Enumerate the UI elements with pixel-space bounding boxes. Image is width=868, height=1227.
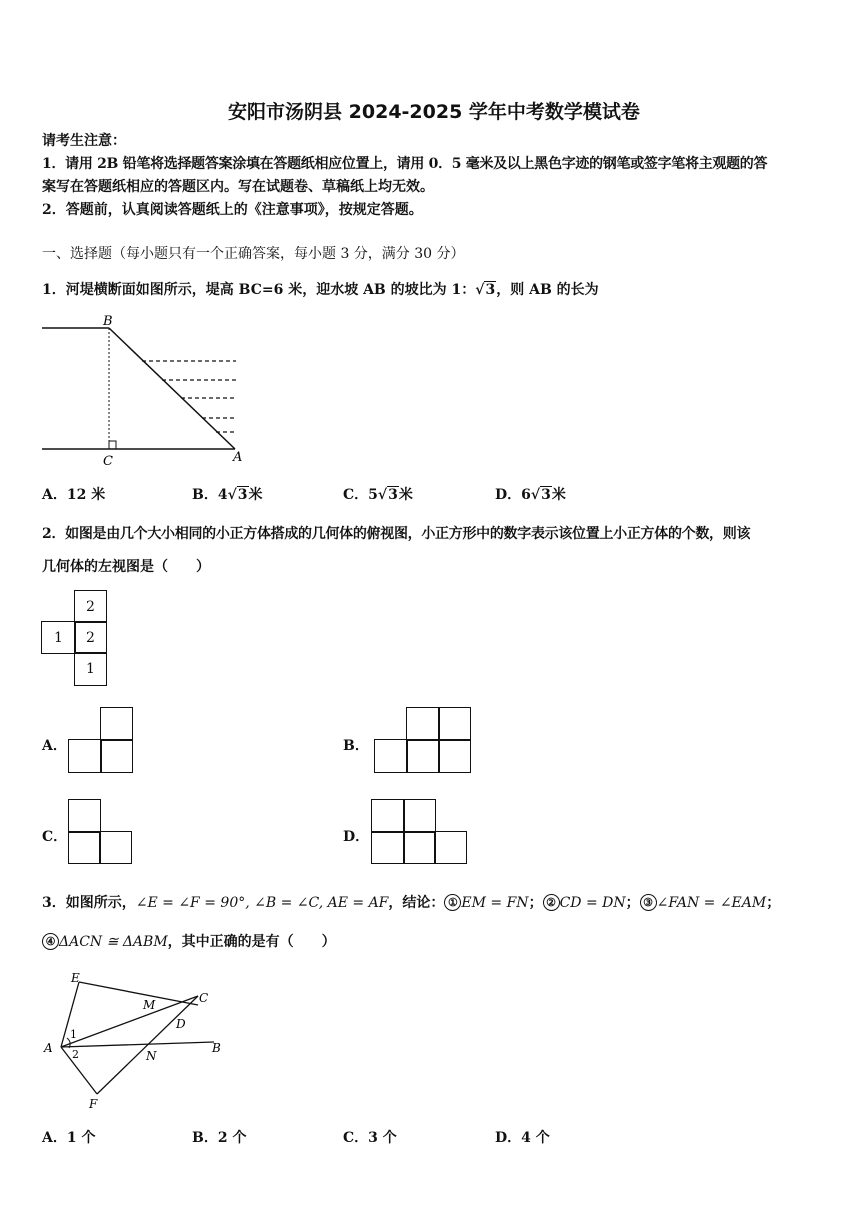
q2-stem-line-1: 2．如图是由几个大小相同的小正方体搭成的几何体的俯视图，小正方形中的数字表示该位置上小正方体的个数，则该 [42, 526, 751, 542]
label-n: N [146, 1049, 157, 1063]
q3-option-a[interactable]: A．1 个 [42, 1130, 96, 1146]
notice-heading: 请考生注意： [42, 133, 126, 149]
q3-triangle-figure [40, 962, 230, 1112]
q2-stem-line-2: 几何体的左视图是（ ） [42, 559, 210, 575]
q2-option-a-label[interactable]: A． [42, 738, 67, 754]
q3-conclusion-2: CD = DN [559, 895, 626, 911]
notice-line-3: 2．答题前，认真阅读答题纸上的《注意事项》，按规定答题。 [42, 202, 423, 218]
label-angle-2: 2 [72, 1048, 79, 1061]
label-d: D [176, 1017, 186, 1031]
q3-condition: ∠E = ∠F = 90°, ∠B = ∠C, AE = AF [135, 895, 389, 911]
label-c: C [103, 454, 113, 468]
section-heading: 一、选择题（每小题只有一个正确答案，每小题 3 分，满分 30 分） [42, 246, 465, 262]
label-f: F [89, 1097, 98, 1111]
q3-stem-line-1: 3．如图所示，∠E = ∠F = 90°, ∠B = ∠C, AE = AF，结论： ① EM = FN； ② CD = DN； ③ ∠FAN = ∠EAM； [42, 895, 781, 911]
q1-stem [42, 280, 599, 300]
q3-option-d[interactable]: D．4 个 [495, 1130, 550, 1146]
q1-option-b[interactable]: B．4√3米 [192, 487, 263, 503]
q1-option-d[interactable]: D．6√3米 [495, 487, 566, 503]
q3-stem-line-2: ④ ΔACN ≅ ΔABM，其中正确的是有（ ） [42, 932, 336, 952]
label-angle-1: 1 [70, 1028, 77, 1041]
q3-option-b[interactable]: B．2 个 [192, 1130, 247, 1146]
label-e: E [71, 971, 80, 985]
label-b: B [103, 314, 113, 329]
label-b: B [212, 1041, 221, 1055]
q2-option-c-label[interactable]: C． [42, 829, 68, 845]
grid-cell-top: 2 [74, 590, 107, 623]
q1-stem-suffix: ，则 AB 的长为 [496, 282, 599, 298]
q2-option-d-label[interactable]: D． [343, 829, 370, 845]
label-m: M [143, 998, 156, 1012]
q3-conclusion-3: ∠FAN = ∠EAM [656, 895, 767, 911]
q3-option-c[interactable]: C．3 个 [343, 1130, 397, 1146]
q2-option-b-label[interactable]: B． [343, 738, 369, 754]
notice-line-2: 案写在答题纸相应的答题区内。写在试题卷、草稿纸上均无效。 [42, 179, 434, 195]
label-a: A [44, 1041, 53, 1055]
page-title: 安阳市汤阴县 2024-2025 学年中考数学模试卷 [228, 101, 640, 123]
grid-cell-bottom: 1 [74, 652, 107, 686]
label-c: C [199, 991, 209, 1005]
sqrt-symbol: √3 [475, 282, 496, 298]
q3-conclusion-4: ΔACN ≅ ΔABM [59, 934, 168, 950]
q1-option-a[interactable]: A．12 米 [42, 487, 106, 503]
grid-cell-middle: 2 [74, 621, 107, 654]
label-a: A [233, 450, 243, 465]
q1-embankment-figure [38, 308, 248, 468]
q1-option-c[interactable]: C．5√3米 [343, 487, 413, 503]
q1-stem-prefix: 1．河堤横断面如图所示，堤高 BC=6 米，迎水坡 AB 的坡比为 1： [42, 282, 476, 298]
notice-line-1: 1．请用 2B 铅笔将选择题答案涂填在答题纸相应位置上，请用 0．5 毫米及以上黑色字迹的钢笔或签字笔将主观题的答 [42, 156, 768, 172]
q3-conclusion-1: EM = FN [461, 895, 529, 911]
grid-cell-left: 1 [41, 621, 76, 654]
